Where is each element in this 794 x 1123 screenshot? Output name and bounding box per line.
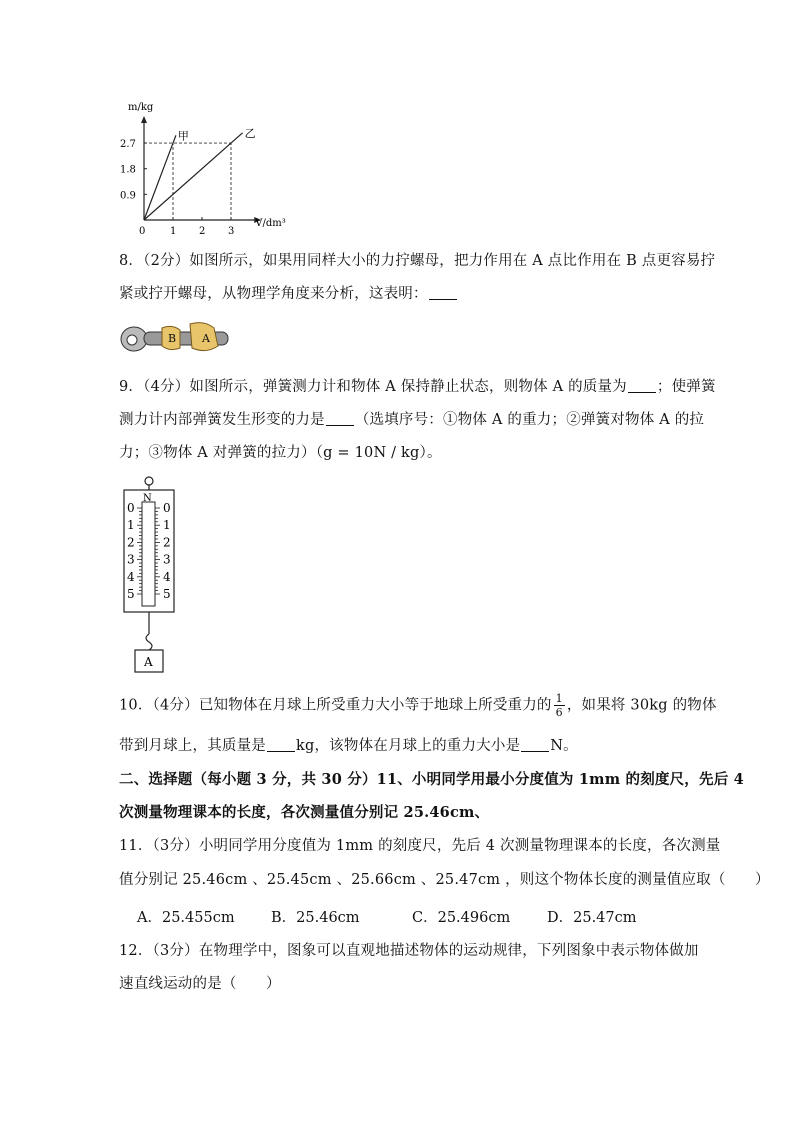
q11-option-c[interactable]: C．25.496cm bbox=[412, 910, 511, 926]
q9-text-line1 bbox=[119, 375, 716, 396]
scale-number-right: 1 bbox=[163, 518, 171, 533]
q9-line1-text-a: 9．（4分）如图所示，弹簧测力计和物体 A 保持静止状态，则物体 A 的质量为 bbox=[119, 379, 627, 395]
q11-option-a[interactable]: A．25.455cm bbox=[137, 910, 235, 926]
scale-number-left: 4 bbox=[127, 569, 135, 584]
scale-number-right: 0 bbox=[163, 501, 171, 515]
fraction-numerator: 1 bbox=[555, 692, 563, 705]
q12-text-line1: 12．（3分）在物理学中，图象可以直观地描述物体的运动规律，下列图象中表示物体做加 bbox=[119, 943, 699, 959]
q10-line1-text-a: 10．（4分）已知物体在月球上所受重力大小等于地球上所受重力的 bbox=[119, 697, 552, 714]
q10-line2-text-b: kg，该物体在月球上的重力大小是 bbox=[296, 738, 521, 754]
q11-option-b[interactable]: B．25.46cm bbox=[271, 910, 360, 926]
x-tick-label-1: 1 bbox=[170, 226, 177, 237]
wrench-label-a: A bbox=[202, 332, 210, 345]
q10-gravity-blank[interactable] bbox=[521, 737, 549, 752]
q11-text-line2: 值分别记 25.46cm 、25.45cm 、25.66cm 、25.47cm ，则这个物体长度的测量值应取（ ） bbox=[119, 872, 770, 888]
block-a-label: A bbox=[144, 655, 153, 669]
y-tick-label-2: 2.7 bbox=[120, 139, 136, 151]
scale-number-left: 2 bbox=[127, 535, 135, 550]
q12-text-line2: 速直线运动的是（ ） bbox=[119, 976, 281, 992]
scale-number-left: 3 bbox=[127, 552, 135, 567]
q9-line1-text-b: ；使弹簧 bbox=[656, 379, 716, 395]
y-tick-label-1: 1.8 bbox=[120, 164, 136, 176]
q10-line2-text-c: N。 bbox=[550, 738, 578, 754]
q10-line1-text-b: ，如果将 30kg 的物体 bbox=[566, 697, 717, 714]
wrench-illustration bbox=[118, 318, 238, 358]
x-axis-label: V/dm³ bbox=[255, 218, 286, 229]
q10-text-line2 bbox=[119, 734, 578, 755]
scale-number-left: 1 bbox=[127, 518, 135, 533]
scale-number-right: 5 bbox=[163, 587, 171, 601]
series-label-1: 乙 bbox=[244, 126, 256, 140]
q11-text-line1: 11．（3分）小明同学用分度值为 1mm 的刻度尺，先后 4 次测量物理课本的长度，各次测量 bbox=[119, 838, 721, 854]
series-line-0 bbox=[144, 135, 176, 220]
q8-line2-text: 紧或拧开螺母，从物理学角度来分析，这表明： bbox=[119, 286, 428, 302]
y-axis-label: m/kg bbox=[128, 102, 154, 113]
x-tick-label-2: 2 bbox=[199, 226, 206, 237]
scale-number-right: 3 bbox=[163, 552, 171, 567]
q8-text-line2 bbox=[119, 282, 458, 303]
q9-text-line3: 力；③物体 A 对弹簧的拉力）（g = 10N / kg）。 bbox=[119, 445, 442, 461]
series-label-0: 甲 bbox=[177, 129, 189, 143]
section2-heading-line1: 二、选择题（每小题 3 分，共 30 分）11、小明同学用最小分度值为 1mm 的刻度尺，先后 4 bbox=[119, 771, 744, 788]
q11-option-d[interactable]: D．25.47cm bbox=[547, 910, 637, 926]
q10-line2-text-a: 带到月球上，其质量是 bbox=[119, 738, 266, 754]
q9-mass-blank[interactable] bbox=[628, 378, 656, 393]
scale-number-right: 2 bbox=[163, 535, 171, 550]
q8-text-line1: 8．（2分）如图所示，如果用同样大小的力拧螺母，把力作用在 A 点比作用在 B 点更容易拧 bbox=[119, 253, 716, 269]
q9-line2-text-b: （选填序号：①物体 A 的重力；②弹簧对物体 A 的拉 bbox=[354, 412, 705, 428]
scale-number-left: 5 bbox=[127, 587, 135, 601]
scale-number-left: 0 bbox=[127, 501, 135, 515]
q9-text-line2 bbox=[119, 408, 704, 429]
q9-line2-text-a: 测力计内部弹簧发生形变的力是 bbox=[119, 412, 325, 428]
one-sixth-fraction bbox=[554, 692, 565, 719]
fraction-denominator: 6 bbox=[555, 706, 563, 719]
mass-volume-chart bbox=[110, 98, 290, 238]
q8-answer-blank[interactable] bbox=[429, 285, 457, 300]
x-tick-label-0: 0 bbox=[139, 226, 146, 237]
q10-text-line1 bbox=[119, 692, 717, 719]
scale-unit-label: N bbox=[143, 493, 152, 504]
y-axis-arrow bbox=[141, 116, 147, 123]
spring-scale-illustration bbox=[118, 474, 188, 676]
q9-force-blank[interactable] bbox=[326, 411, 354, 426]
y-tick-label-0: 0.9 bbox=[120, 190, 136, 202]
wrench-label-b: B bbox=[168, 332, 177, 345]
x-tick-label-3: 3 bbox=[228, 226, 235, 237]
section2-heading-line2: 次测量物理课本的长度，各次测量值分别记 25.46cm、 bbox=[119, 804, 490, 821]
scale-number-right: 4 bbox=[163, 569, 171, 584]
q10-mass-blank[interactable] bbox=[267, 737, 295, 752]
series-line-1 bbox=[144, 133, 243, 220]
